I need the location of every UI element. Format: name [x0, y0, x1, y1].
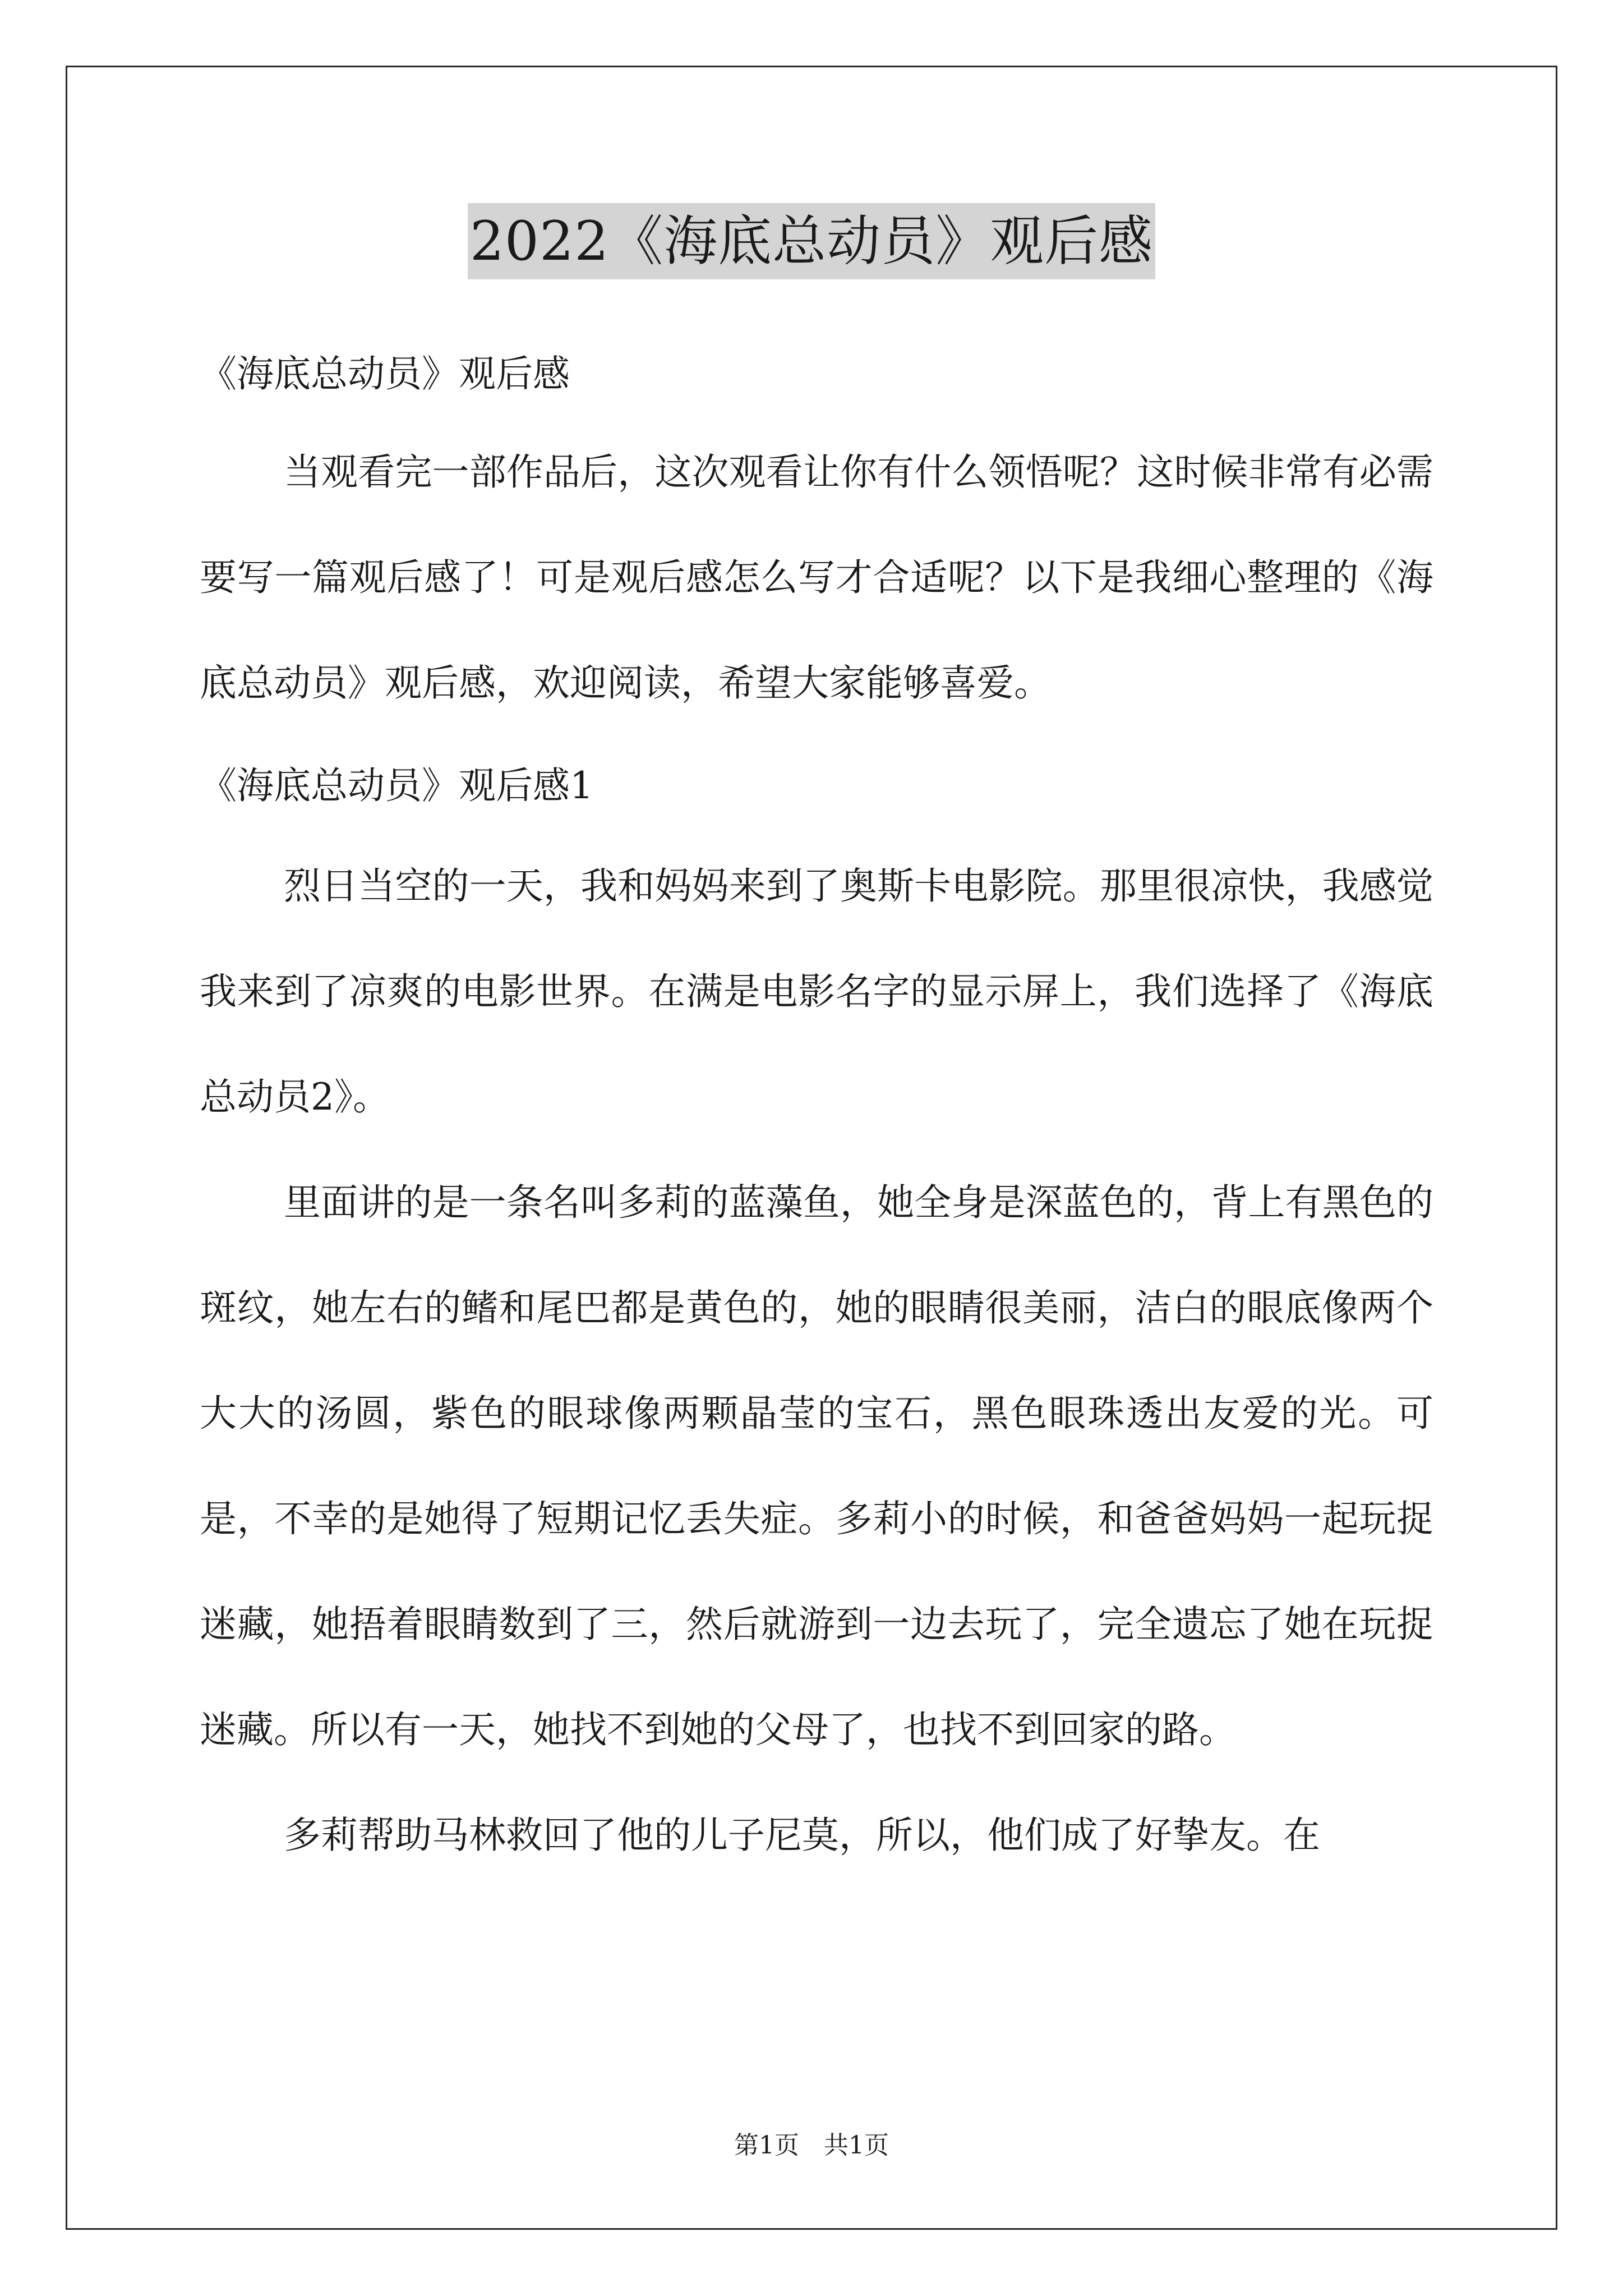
- title-container: [0, 203, 1623, 279]
- document-title: 2022《海底总动员》观后感: [468, 203, 1155, 279]
- section-heading: 《海底总动员》观后感1: [200, 764, 593, 807]
- document-subtitle: 《海底总动员》观后感: [200, 352, 570, 395]
- intro-paragraph: 当观看完一部作品后，这次观看让你有什么领悟呢？这时候非常有必需要写一篇观后感了！可是观后感怎么写才合适呢？以下是我细心整理的《海底总动员》观后感，欢迎阅读，希望大家能够喜爱。: [200, 450, 1433, 705]
- body-paragraph: 烈日当空的一天，我和妈妈来到了奥斯卡电影院。那里很凉快，我感觉我来到了凉爽的电影世界。在满是电影名字的显示屏上，我们选择了《海底总动员2》。: [200, 864, 1433, 1119]
- body-paragraph: 里面讲的是一条名叫多莉的蓝藻鱼，她全身是深蓝色的，背上有黑色的斑纹，她左右的鳍和尾巴都是黄色的，她的眼睛很美丽，洁白的眼底像两个大大的汤圆，紫色的眼球像两颗晶莹的宝石，黑色眼珠透出友爱的光。可是，不幸的是她得了短期记忆丢失症。多莉小的时候，和爸爸妈妈一起玩捉迷藏，她捂着眼睛数到了三，然后就游到一边去玩了，完全遗忘了她在玩捉迷藏。所以有一天，她找不到她的父母了，也找不到回家的路。: [200, 1181, 1433, 1751]
- page-footer: 第1页 共1页: [734, 2131, 889, 2160]
- document-body: [200, 325, 1433, 1888]
- body-paragraph: 多莉帮助马林救回了他的儿子尼莫，所以，他们成了好挚友。在: [284, 1814, 1320, 1857]
